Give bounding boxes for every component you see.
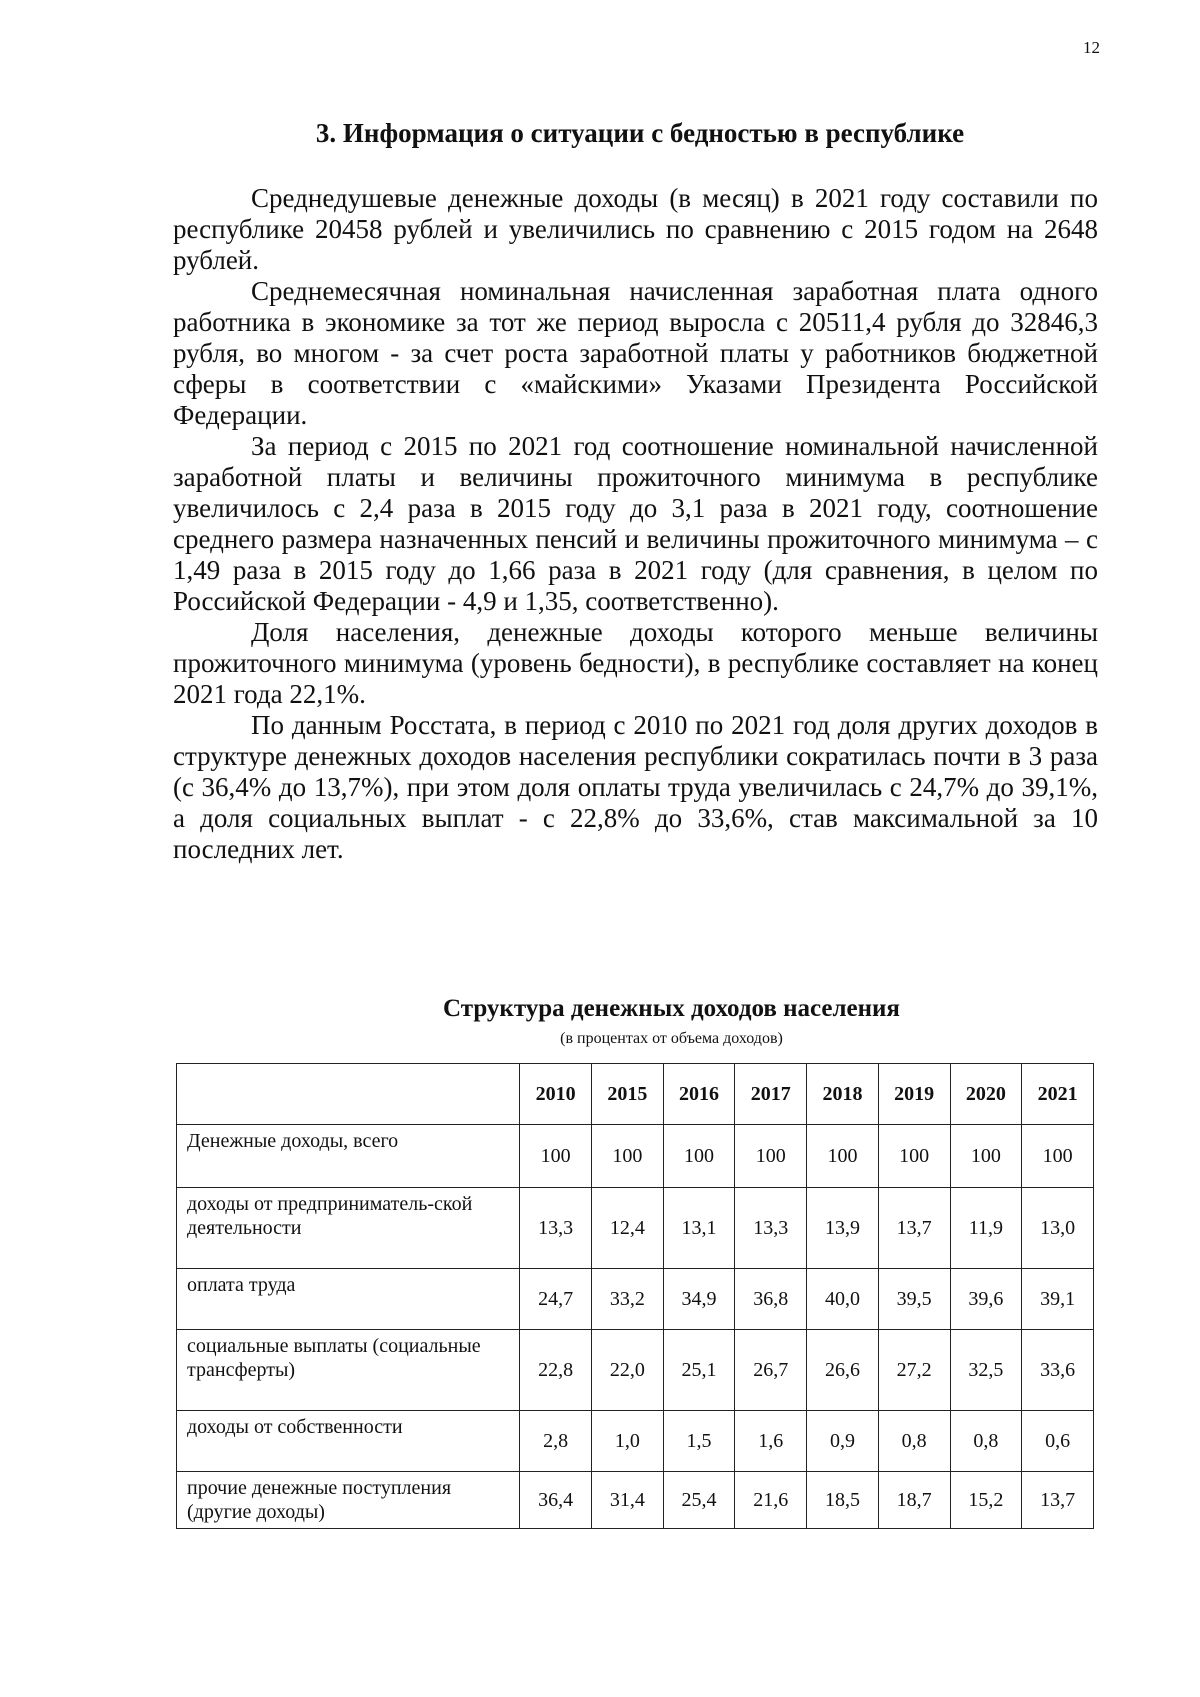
paragraph-poverty-level: Доля населения, денежные доходы которого меньше величины прожиточного минимума (уровень бедности), в республике составляет на конец 2021 года 22,1%. bbox=[173, 617, 1098, 709]
table-cell: 36,4 bbox=[520, 1472, 592, 1529]
page-number: 12 bbox=[1083, 38, 1100, 57]
table-cell: 2,8 bbox=[520, 1411, 592, 1472]
table-cell: 11,9 bbox=[950, 1188, 1022, 1269]
row-label: доходы от предприниматель-ской деятельности bbox=[177, 1188, 520, 1269]
table-cell: 100 bbox=[878, 1125, 950, 1188]
table-cell: 100 bbox=[663, 1125, 735, 1188]
table-cell: 100 bbox=[950, 1125, 1022, 1188]
table-cell: 24,7 bbox=[520, 1269, 592, 1330]
table-cell: 18,7 bbox=[878, 1472, 950, 1529]
table-cell: 33,6 bbox=[1022, 1330, 1094, 1411]
table-cell: 13,3 bbox=[735, 1188, 807, 1269]
body-text bbox=[173, 183, 1098, 865]
table-cell: 27,2 bbox=[878, 1330, 950, 1411]
table-cell: 18,5 bbox=[807, 1472, 879, 1529]
table-cell: 100 bbox=[1022, 1125, 1094, 1188]
table-cell: 1,0 bbox=[591, 1411, 663, 1472]
table-cell: 32,5 bbox=[950, 1330, 1022, 1411]
table-title: Структура денежных доходов населения bbox=[443, 995, 900, 1022]
year-header: 2015 bbox=[591, 1064, 663, 1125]
table-cell: 34,9 bbox=[663, 1269, 735, 1330]
table-cell: 21,6 bbox=[735, 1472, 807, 1529]
table-cell: 13,9 bbox=[807, 1188, 879, 1269]
year-header: 2017 bbox=[735, 1064, 807, 1125]
table-row bbox=[177, 1188, 1094, 1269]
table-corner-cell bbox=[177, 1064, 520, 1125]
table-cell: 22,8 bbox=[520, 1330, 592, 1411]
table-cell: 0,9 bbox=[807, 1411, 879, 1472]
row-label: прочие денежные поступления (другие доходы) bbox=[177, 1472, 520, 1529]
table-row bbox=[177, 1472, 1094, 1529]
table-row bbox=[177, 1269, 1094, 1330]
row-label: социальные выплаты (социальные трансферты) bbox=[177, 1330, 520, 1411]
table-cell: 0,6 bbox=[1022, 1411, 1094, 1472]
year-header: 2018 bbox=[807, 1064, 879, 1125]
row-label: Денежные доходы, всего bbox=[177, 1125, 520, 1188]
table-cell: 0,8 bbox=[950, 1411, 1022, 1472]
table-cell: 100 bbox=[520, 1125, 592, 1188]
table-row bbox=[177, 1125, 1094, 1188]
table-cell: 33,2 bbox=[591, 1269, 663, 1330]
table-cell: 1,5 bbox=[663, 1411, 735, 1472]
table-cell: 13,3 bbox=[520, 1188, 592, 1269]
table-cell: 40,0 bbox=[807, 1269, 879, 1330]
table-cell: 25,1 bbox=[663, 1330, 735, 1411]
table-cell: 1,6 bbox=[735, 1411, 807, 1472]
table-cell: 100 bbox=[735, 1125, 807, 1188]
table-cell: 13,0 bbox=[1022, 1188, 1094, 1269]
table-cell: 0,8 bbox=[878, 1411, 950, 1472]
table-row bbox=[177, 1411, 1094, 1472]
table-cell: 100 bbox=[591, 1125, 663, 1188]
year-header: 2016 bbox=[663, 1064, 735, 1125]
table-cell: 13,1 bbox=[663, 1188, 735, 1269]
income-structure-table bbox=[176, 1063, 1094, 1529]
table-cell: 36,8 bbox=[735, 1269, 807, 1330]
table-subtitle: (в процентах от объема доходов) bbox=[560, 1030, 783, 1047]
table-cell: 31,4 bbox=[591, 1472, 663, 1529]
table-cell: 26,6 bbox=[807, 1330, 879, 1411]
year-header: 2019 bbox=[878, 1064, 950, 1125]
table-cell: 12,4 bbox=[591, 1188, 663, 1269]
table-cell: 15,2 bbox=[950, 1472, 1022, 1529]
table-row bbox=[177, 1330, 1094, 1411]
table-cell: 39,5 bbox=[878, 1269, 950, 1330]
table-cell: 13,7 bbox=[1022, 1472, 1094, 1529]
table-cell: 26,7 bbox=[735, 1330, 807, 1411]
paragraph-wages: Среднемесячная номинальная начисленная заработная плата одного работника в экономике за тот же период выросла с 20511,4 рубля до 32846,3 рубля, во многом - за счет роста заработной платы у работников бюджетной сферы в соответствии с «майскими» Указами Президента Российской Федерации. bbox=[173, 276, 1098, 430]
year-header: 2021 bbox=[1022, 1064, 1094, 1125]
table-cell: 100 bbox=[807, 1125, 879, 1188]
table-cell: 13,7 bbox=[878, 1188, 950, 1269]
table-cell: 25,4 bbox=[663, 1472, 735, 1529]
paragraph-income: Среднедушевые денежные доходы (в месяц) в 2021 году составили по республике 20458 рублей и увеличились по сравнению с 2015 годом на 2648 рублей. bbox=[173, 183, 1098, 275]
paragraph-ratios: За период с 2015 по 2021 год соотношение номинальной начисленной заработной платы и величины прожиточного минимума в республике увеличилось с 2,4 раза в 2015 году до 3,1 раза в 2021 году, соотношение среднего размера назначенных пенсий и величины прожиточного минимума – с 1,49 раза в 2015 году до 1,66 раза в 2021 году (для сравнения, в целом по Российской Федерации - 4,9 и 1,35, соответственно). bbox=[173, 431, 1098, 616]
table-cell: 39,6 bbox=[950, 1269, 1022, 1330]
year-header: 2020 bbox=[950, 1064, 1022, 1125]
year-header: 2010 bbox=[520, 1064, 592, 1125]
table-header-row bbox=[177, 1064, 1094, 1125]
paragraph-income-structure: По данным Росстата, в период с 2010 по 2021 год доля других доходов в структуре денежных доходов населения республики сократилась почти в 3 раза (с 36,4% до 13,7%), при этом доля оплаты труда увеличилась с 24,7% до 39,1%, а доля социальных выплат - с 22,8% до 33,6%, став максимальной за 10 последних лет. bbox=[173, 710, 1098, 864]
table-cell: 39,1 bbox=[1022, 1269, 1094, 1330]
row-label: оплата труда bbox=[177, 1269, 520, 1330]
section-heading: 3. Информация о ситуации с бедностью в республике bbox=[315, 118, 965, 148]
table-cell: 22,0 bbox=[591, 1330, 663, 1411]
row-label: доходы от собственности bbox=[177, 1411, 520, 1472]
